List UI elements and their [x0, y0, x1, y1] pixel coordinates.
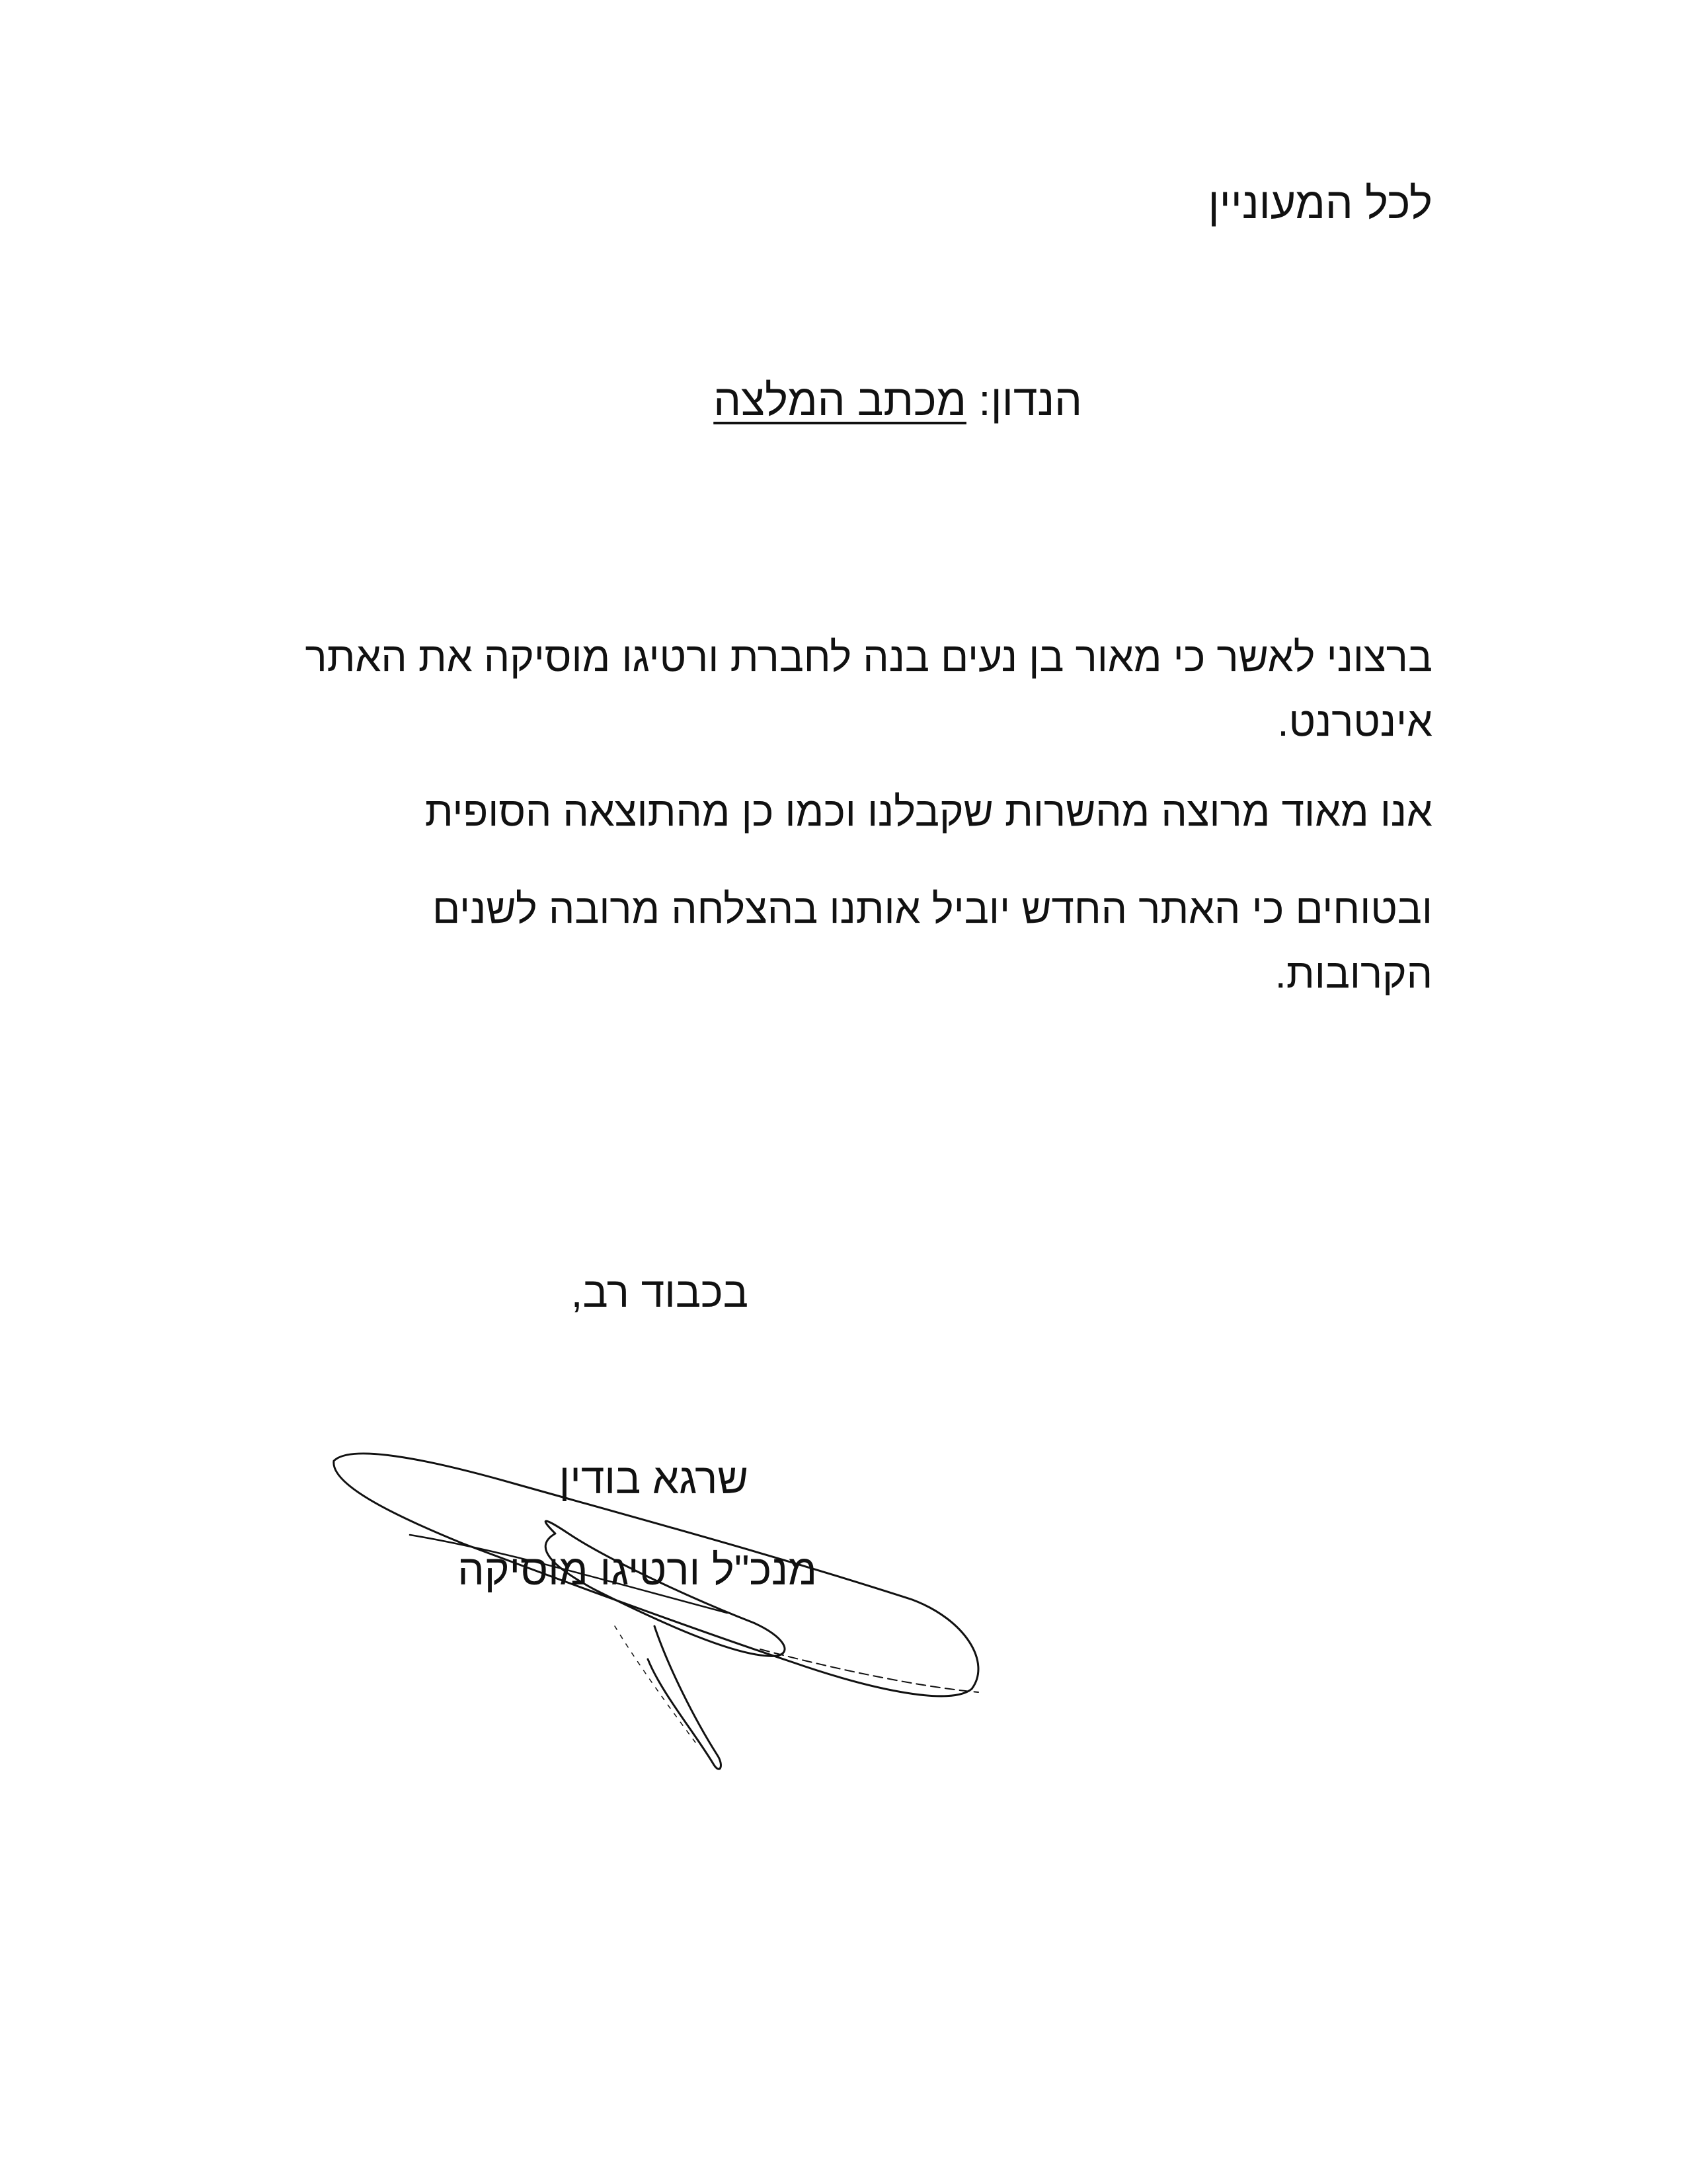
letter-subject — [713, 370, 1082, 430]
subject-label: הנדון: — [978, 375, 1082, 424]
letter-paragraph-1: ברצוני לאשר כי מאור בן נעים בנה לחברת ורטיגו מוסיקה את האתר אינטרנט. — [305, 635, 1432, 745]
subject-value: מכתב המלצה — [713, 375, 966, 424]
signer-name: שרגא בודין — [559, 1455, 748, 1502]
signer-title: מנכ"ל ורטיגו מוסיקה — [457, 1546, 817, 1594]
letter-greeting: לכל המעוניין — [1208, 178, 1432, 227]
letter-paragraph-2: אנו מאוד מרוצה מהשרות שקבלנו וכמו כן מהתוצאה הסופית — [424, 789, 1432, 835]
letter-closing: בכבוד רב, — [570, 1268, 748, 1316]
letter-paragraph-3: ובטוחים כי האתר החדש יוביל אותנו בהצלחה מרובה לשנים הקרובות. — [432, 886, 1432, 997]
